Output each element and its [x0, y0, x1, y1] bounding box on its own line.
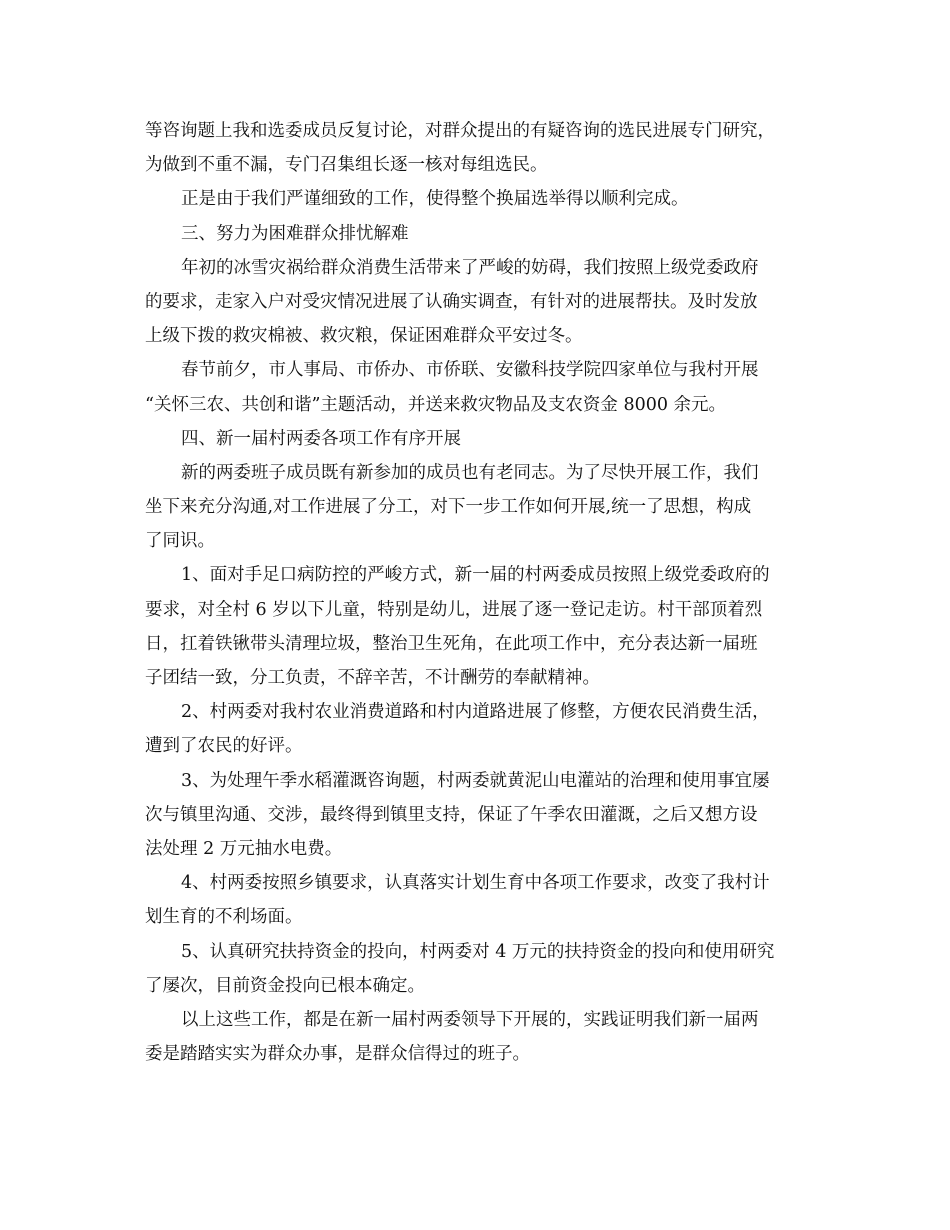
text-line: 划生育的不利场面。: [145, 907, 303, 928]
text-line: 法处理 2 万元抽水电费。: [145, 838, 343, 859]
text-line: 2、村两委对我村农业消费道路和村内道路进展了修整，方便农民消费生活，: [181, 702, 770, 723]
text-line: “关怀三农、共创和谐”主题活动，并送来救灾物品及支农资金 8000 余元。: [145, 394, 727, 415]
text-line: 等咨询题上我和选委成员反复讨论，对群众提出的有疑咨询的选民进展专门研究，: [145, 121, 775, 141]
document-body: [145, 114, 815, 1071]
text-line: 子团结一致，分工负责，不辞辛苦，不计酬劳的奉献精神。: [145, 668, 600, 688]
text-line: 次与镇里沟通、交涉，最终得到镇里支持，保证了午季农田灌溉，之后又想方设: [145, 804, 758, 825]
text-line: 的要求，走家入户对受灾情况进展了认确实调查，有针对的进展帮扶。及时发放: [145, 291, 758, 312]
text-line: 日，扛着铁锹带头清理垃圾，整治卫生死角，在此项工作中，充分表达新一届班: [145, 633, 758, 654]
text-line: 4、村两委按照乡镇要求，认真落实计划生育中各项工作要求，改变了我村计: [181, 873, 770, 894]
text-line: 委是踏踏实实为群众办事，是群众信得过的班子。: [145, 1044, 530, 1065]
text-line: 新的两委班子成员既有新参加的成员也有老同志。为了尽快开展工作，我们: [181, 462, 759, 483]
text-line: 春节前夕，市人事局、市侨办、市侨联、安徽科技学院四家单位与我村开展: [181, 360, 759, 381]
text-line: 上级下拨的救灾棉被、救灾粮，保证困难群众平安过冬。: [145, 326, 583, 347]
text-line: 正是由于我们严谨细致的工作，使得整个换届选举得以顺利完成。: [181, 189, 689, 210]
text-line: 四、新一届村两委各项工作有序开展: [181, 428, 461, 449]
text-line: 年初的冰雪灾祸给群众消费生活带来了严峻的妨碍，我们按照上级党委政府: [181, 257, 759, 278]
text-line: 为做到不重不漏，专门召集组长逐一核对每组选民。: [145, 155, 548, 176]
text-line: 坐下来充分沟通,对工作进展了分工，对下一步工作如何开展,统一了思想，构成: [145, 497, 752, 518]
text-line: 了同识。: [145, 531, 215, 552]
text-line: 了屡次，目前资金投向已根本确定。: [145, 975, 425, 996]
text-line: 1、面对手足口病防控的严峻方式，新一届的村两委成员按照上级党委政府的: [181, 565, 770, 586]
text-line: 遭到了农民的好评。: [145, 736, 303, 757]
text-line: 以上这些工作，都是在新一届村两委领导下开展的，实践证明我们新一届两: [181, 1009, 759, 1030]
text-line: 三、努力为困难群众排忧解难: [181, 223, 409, 244]
text-line: 3、为处理午季水稻灌溉咨询题，村两委就黄泥山电灌站的治理和使用事宜屡: [181, 770, 770, 791]
text-line: 5、认真研究扶持资金的投向，村两委对 4 万元的扶持资金的投向和使用研究: [181, 941, 775, 962]
text-line: 要求，对全村 6 岁以下儿童，特别是幼儿，进展了逐一登记走访。村干部顶着烈: [145, 599, 763, 620]
